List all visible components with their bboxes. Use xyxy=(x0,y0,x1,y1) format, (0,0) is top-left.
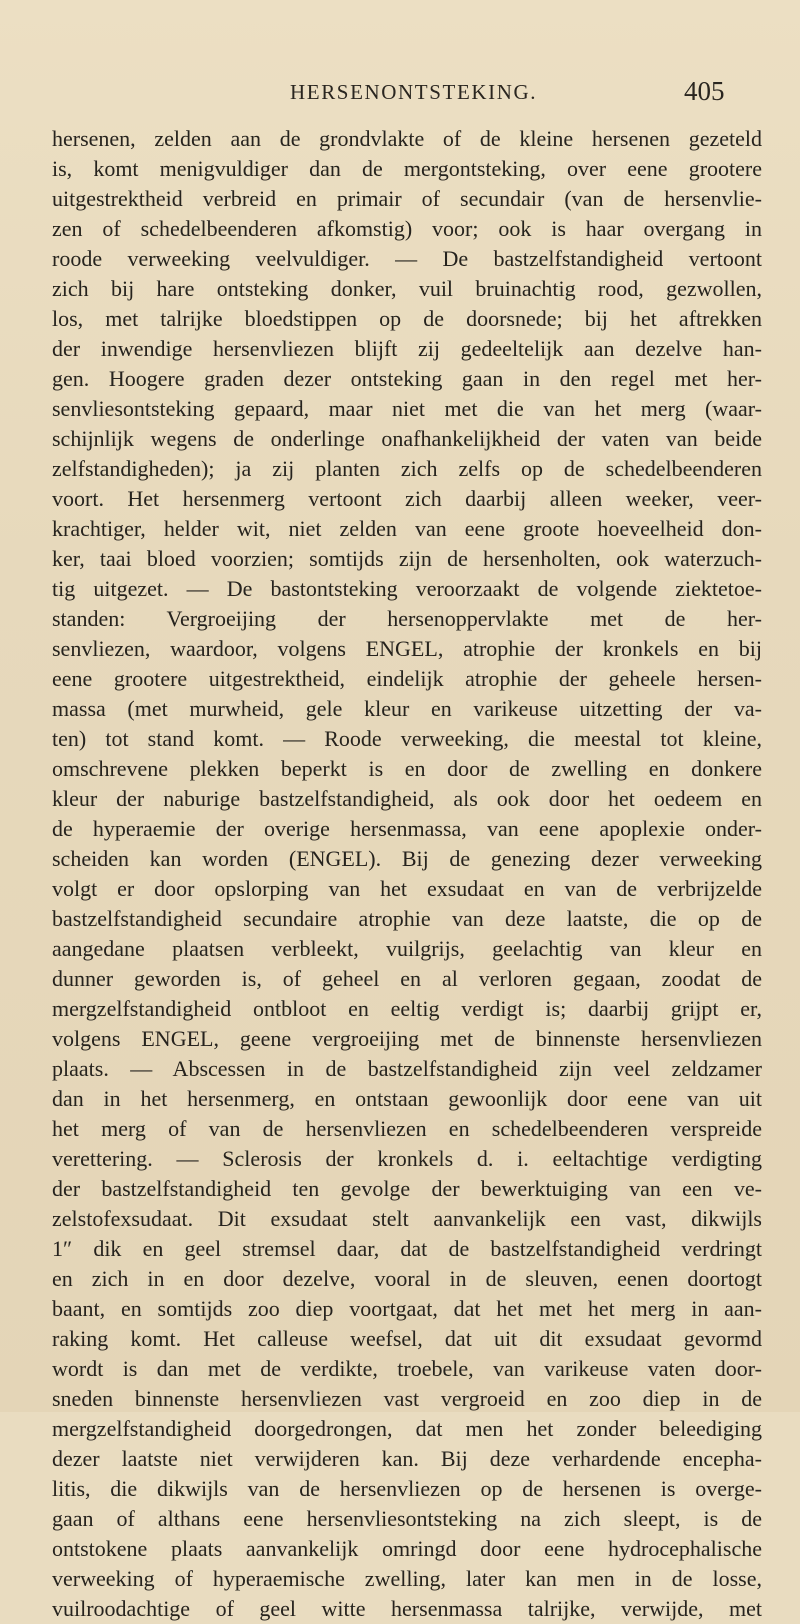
text-line: volgt er door opslorping van het exsudaat en van de verbrijzelde xyxy=(52,876,762,901)
text-line: baant, en somtijds zoo diep voortgaat, dat het met het merg in aan- xyxy=(52,1296,762,1321)
text-line: omschrevene plekken beperkt is en door de zwelling en donkere xyxy=(52,756,762,781)
text-line: tig uitgezet. — De bastontsteking veroorzaakt de volgende ziektetoe- xyxy=(52,576,762,601)
text-line: zen of schedelbeenderen afkomstig) voor; ook is haar overgang in xyxy=(52,216,762,241)
text-line: dan in het hersenmerg, en ontstaan gewoonlijk door eene van uit xyxy=(52,1086,762,1111)
text-line: de hyperaemie der overige hersenmassa, van eene apoplexie onder- xyxy=(52,816,762,841)
text-line: dunner geworden is, of geheel en al verloren gegaan, zoodat de xyxy=(52,966,762,991)
text-line: mergzelfstandigheid ontbloot en eeltig verdigt is; daarbij grijpt er, xyxy=(52,996,762,1021)
text-line: raking komt. Het calleuse weefsel, dat uit dit exsudaat gevormd xyxy=(52,1326,762,1351)
text-line: ontstokene plaats aanvankelijk omringd door eene hydrocephalische xyxy=(52,1536,762,1561)
text-line: ker, taai bloed voorzien; somtijds zijn de hersenholten, ook waterzuch- xyxy=(52,546,762,571)
text-line: zelfstandigheden); ja zij planten zich zelfs op de schedelbeenderen xyxy=(52,456,762,481)
text-line: zelstofexsudaat. Dit exsudaat stelt aanvankelijk een vast, dikwijls xyxy=(52,1206,762,1231)
text-line: wordt is dan met de verdikte, troebele, van varikeuse vaten door- xyxy=(52,1356,762,1381)
text-line: kleur der naburige bastzelfstandigheid, als ook door het oedeem en xyxy=(52,786,762,811)
text-line: 1″ dik en geel stremsel daar, dat de bastzelfstandigheid verdringt xyxy=(52,1236,762,1261)
text-line: sneden binnenste hersenvliezen vast vergroeid en zoo diep in de xyxy=(52,1386,762,1411)
text-line: massa (met murwheid, gele kleur en varikeuse uitzetting der va- xyxy=(52,696,762,721)
text-line: zich bij hare ontsteking donker, vuil bruinachtig rood, gezwollen, xyxy=(52,276,762,301)
text-line: krachtiger, helder wit, niet zelden van eene groote hoeveelheid don- xyxy=(52,516,762,541)
text-line: is, komt menigvuldiger dan de mergontsteking, over eene grootere xyxy=(52,156,762,181)
text-line: aangedane plaatsen verbleekt, vuilgrijs, geelachtig van kleur en xyxy=(52,936,762,961)
text-line: voort. Het hersenmerg vertoont zich daarbij alleen weeker, veer- xyxy=(52,486,762,511)
text-line: los, met talrijke bloedstippen op de doorsnede; bij het aftrekken xyxy=(52,306,762,331)
text-line: het merg of van de hersenvliezen en schedelbeenderen verspreide xyxy=(52,1116,762,1141)
text-line: eene grootere uitgestrektheid, eindelijk atrophie der geheele hersen- xyxy=(52,666,762,691)
text-line: en zich in en door dezelve, vooral in de sleuven, eenen doortogt xyxy=(52,1266,762,1291)
running-title: HERSENONTSTEKING. xyxy=(290,80,538,104)
text-line: bastzelfstandigheid secundaire atrophie van deze laatste, die op de xyxy=(52,906,762,931)
text-line: dezer laatste niet verwijderen kan. Bij deze verhardende encepha- xyxy=(52,1446,762,1471)
text-line: verweeking of hyperaemische zwelling, later kan men in de losse, xyxy=(52,1566,762,1591)
text-line: plaats. — Abscessen in de bastzelfstandigheid zijn veel zeldzamer xyxy=(52,1056,762,1081)
text-line: verettering. — Sclerosis der kronkels d. i. eeltachtige verdigting xyxy=(52,1146,762,1171)
text-line: der bastzelfstandigheid ten gevolge der bewerktuiging van een ve- xyxy=(52,1176,762,1201)
text-line: gaan of althans eene hersenvliesontsteking na zich sleept, is de xyxy=(52,1506,762,1531)
text-line: senvliesontsteking gepaard, maar niet met die van het merg (waar- xyxy=(52,396,762,421)
text-line: der inwendige hersenvliezen blijft zij gedeeltelijk aan dezelve han- xyxy=(52,336,762,361)
text-line: vuilroodachtige of geel witte hersenmassa talrijke, verwijde, met xyxy=(52,1596,762,1621)
text-line: ten) tot stand komt. — Roode verweeking, die meestal tot kleine, xyxy=(52,726,762,751)
text-line: roode verweeking veelvuldiger. — De bastzelfstandigheid vertoont xyxy=(52,246,762,271)
text-line: uitgestrektheid verbreid en primair of secundair (van de hersenvlie- xyxy=(52,186,762,211)
text-line: volgens ENGEL, geene vergroeijing met de binnenste hersenvliezen xyxy=(52,1026,762,1051)
text-line: hersenen, zelden aan de grondvlakte of de kleine hersenen gezeteld xyxy=(52,126,762,151)
text-line: scheiden kan worden (ENGEL). Bij de genezing dezer verweeking xyxy=(52,846,762,871)
text-line: standen: Vergroeijing der hersenoppervlakte met de her- xyxy=(52,606,762,631)
body-text xyxy=(52,124,762,1624)
text-line: mergzelfstandigheid doorgedrongen, dat men het zonder beleediging xyxy=(52,1416,762,1441)
text-line: gen. Hoogere graden dezer ontsteking gaan in den regel met her- xyxy=(52,366,762,391)
text-line: senvliezen, waardoor, volgens ENGEL, atrophie der kronkels en bij xyxy=(52,636,762,661)
text-line: litis, die dikwijls van de hersenvliezen op de hersenen is overge- xyxy=(52,1476,762,1501)
page-number: 405 xyxy=(684,76,725,106)
running-head xyxy=(0,76,800,116)
text-line: schijnlijk wegens de onderlinge onafhankelijkheid der vaten van beide xyxy=(52,426,762,451)
